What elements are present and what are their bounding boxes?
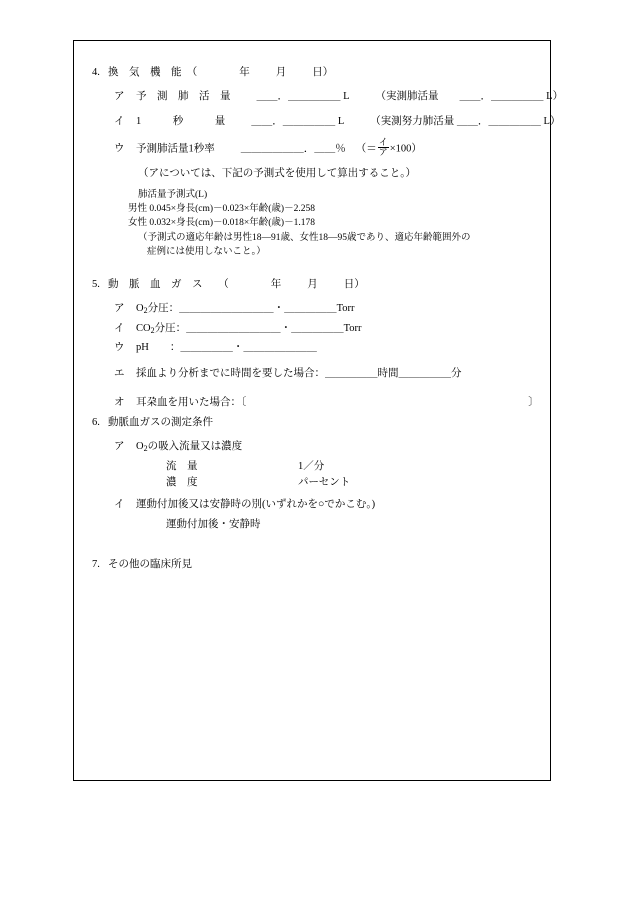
item-o2-bunatsu: [114, 301, 534, 317]
item-blank-hours[interactable]: ＿＿＿＿＿: [325, 367, 378, 379]
form-content: [74, 41, 564, 581]
section-5-number: 5.: [92, 279, 100, 291]
fraction-numerator: イ: [378, 136, 388, 147]
item-marker-e: エ: [114, 367, 125, 379]
item-label-main: CO: [136, 322, 151, 334]
item-label: 1 秒 量: [136, 115, 226, 127]
item-dot: ・: [280, 322, 292, 334]
item-o2-kyunyuu: [114, 439, 534, 455]
item-undou-ansei: [114, 497, 534, 513]
section-4-month: 月: [275, 67, 287, 78]
item-label-sub: 2: [150, 325, 155, 335]
item-label-main: O: [136, 441, 144, 453]
section-4-year: 年: [239, 67, 250, 78]
item-label-rest: の吸入流量又は濃度: [147, 441, 243, 453]
item-label-rest: 分圧：: [147, 303, 180, 315]
item-co2-bunatsu: [114, 321, 534, 337]
item-blank-1[interactable]: ＿＿＿＿＿＿＿＿＿: [186, 322, 281, 334]
section-4-day: 日）: [312, 67, 334, 78]
fraction-denominator: ア: [378, 147, 388, 158]
ratio-fraction: [378, 138, 389, 158]
item-marker-u: ウ: [114, 143, 125, 155]
row-ryuuryou: [166, 459, 534, 475]
choice-undou-ansei[interactable]: [166, 517, 534, 533]
item-label-sub: 2: [143, 306, 148, 316]
item-marker-a: ア: [114, 303, 125, 315]
section-5: [92, 277, 539, 411]
section-7: [92, 557, 534, 573]
item-label-rest: 分圧：: [154, 322, 187, 334]
item-dot: ・: [273, 303, 285, 315]
item-marker-i: イ: [114, 499, 125, 511]
item-text: 採血より分析までに時間を要した場合：: [136, 367, 325, 379]
item-value-blank[interactable]: ＿＿．＿＿＿＿＿ L: [251, 115, 345, 127]
section-6: [92, 415, 534, 533]
formula-note-line-1: （予測式の適応年齢は男性18—91歳、女性18—95歳であり、適応年齢範囲外の: [138, 232, 471, 243]
formula-title: 肺活量予測式(L): [138, 189, 208, 200]
formula-note-line-2: 症例には使用しないこと。）: [147, 246, 266, 257]
section-4-note: （アについては、下記の予測式を使用して算出すること。）: [138, 167, 417, 179]
item-marker-i: イ: [114, 322, 125, 334]
section-4: [92, 65, 564, 259]
formula-prefix: （＝: [355, 143, 377, 155]
item-marker-o: オ: [114, 396, 125, 408]
item-ichibyouryou: [114, 114, 561, 130]
item-blank-2[interactable]: ＿＿＿＿＿: [284, 303, 337, 315]
item-blank-minutes[interactable]: ＿＿＿＿＿: [398, 367, 451, 379]
section-5-heading: [92, 277, 534, 293]
formula-male: 男性 0.045×身長(cm)－0.023×年齢(歳)－2.258: [128, 204, 315, 215]
section-7-title: その他の臨床所見: [108, 558, 192, 570]
item-marker-a: ア: [114, 91, 125, 103]
item-label-main: O: [136, 303, 144, 315]
row-value[interactable]: パーセント: [298, 477, 351, 489]
item-label: 予 測 肺 活 量: [136, 91, 231, 103]
formula-block: [128, 188, 534, 259]
item-label: 運動付加後又は安静時の別(いずれかを○でかこむ。): [136, 499, 376, 511]
section-5-year: 年: [270, 279, 282, 291]
item-bracket-close[interactable]: 〕: [528, 396, 539, 408]
item-ph: [114, 340, 534, 356]
item-ichibyouritsu: [114, 138, 534, 158]
item-label-main: pH: [136, 342, 149, 354]
section-7-number: 7.: [92, 558, 100, 570]
section-5-title: 動 脈 血 ガ ス （: [108, 279, 229, 291]
item-value-blank[interactable]: ＿＿．＿＿＿＿＿ L: [256, 91, 350, 103]
item-value-blank[interactable]: ＿＿＿＿＿＿．＿＿％: [240, 143, 346, 155]
section-4-heading: [92, 65, 534, 81]
formula-female: 女性 0.032×身長(cm)－0.018×年齢(歳)－1.178: [128, 218, 315, 229]
item-marker-u: ウ: [114, 342, 125, 354]
section-6-number: 6.: [92, 417, 100, 429]
row-label: 濃 度: [166, 477, 198, 489]
item-jida-ketsu: [114, 395, 539, 411]
choice-text[interactable]: 運動付加後・安静時: [166, 518, 261, 530]
item-marker-i: イ: [114, 115, 125, 127]
form-page: [73, 40, 564, 781]
item-unit-minutes: 分: [451, 367, 462, 379]
section-5-month: 月: [307, 279, 318, 291]
item-label: 予測肺活量1秒率: [136, 143, 215, 155]
section-6-heading: [92, 415, 534, 431]
row-label: 流 量: [166, 460, 198, 472]
section-6-title: 動脈血ガスの測定条件: [108, 417, 213, 429]
item-blank-1[interactable]: ＿＿＿＿＿: [180, 342, 233, 354]
item-unit: Torr: [336, 303, 355, 315]
item-saiketsu-jikan: [114, 366, 534, 382]
item-paren-measured[interactable]: （実測努力肺活量 ＿＿．＿＿＿＿＿ L）: [370, 115, 561, 127]
item-unit: Torr: [343, 322, 362, 334]
item-blank-2[interactable]: ＿＿＿＿＿＿＿: [243, 342, 317, 354]
item-label-rest: ：: [148, 342, 181, 354]
item-dot: ・: [232, 342, 244, 354]
formula-suffix: ×100）: [389, 143, 422, 155]
row-value[interactable]: 1／分: [298, 460, 325, 472]
item-blank-1[interactable]: ＿＿＿＿＿＿＿＿＿: [179, 303, 274, 315]
section-4-number: 4.: [92, 67, 100, 78]
item-label-sub: 2: [143, 444, 148, 454]
item-unit-hours: 時間: [377, 367, 399, 379]
item-paren-measured[interactable]: （実測肺活量 ＿＿．＿＿＿＿＿ L）: [375, 91, 564, 103]
row-noudo: [166, 475, 534, 491]
item-marker-a: ア: [114, 441, 125, 453]
item-text: 耳朶血を用いた場合：〔: [136, 396, 247, 408]
item-yosoku-haikatsuryou: [114, 89, 564, 105]
section-7-heading: [92, 557, 534, 573]
section-5-day: 日）: [343, 279, 365, 291]
section-4-title: 換 気 機 能 （: [108, 67, 198, 78]
item-blank-2[interactable]: ＿＿＿＿＿: [291, 322, 344, 334]
